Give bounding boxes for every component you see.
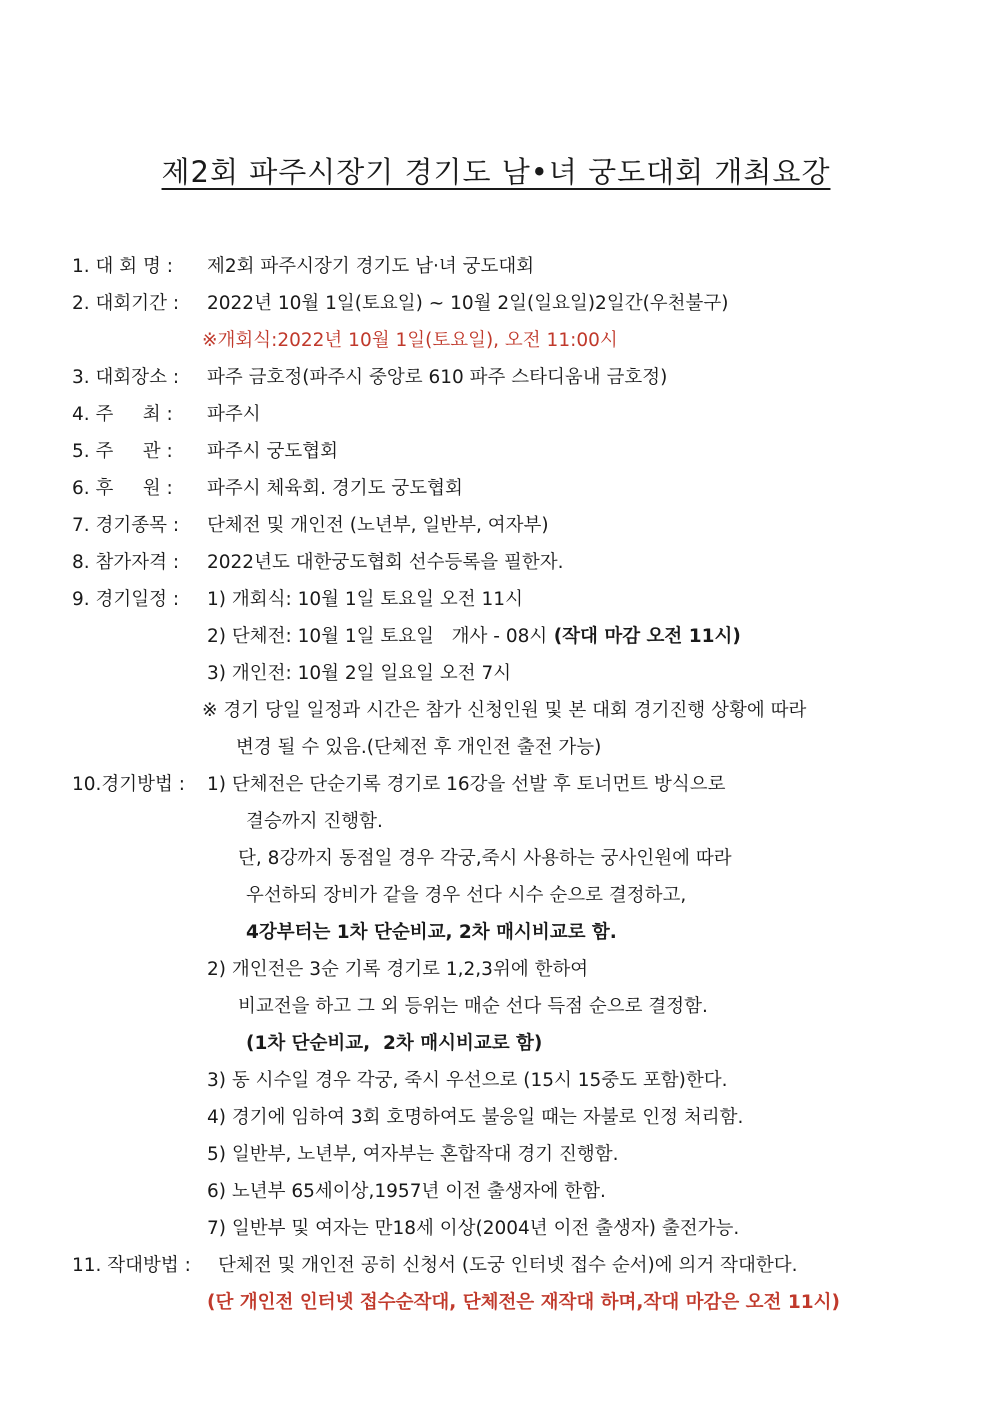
item-10-label: 10.경기방법 : <box>72 774 186 795</box>
schedule-note-2: 변경 될 수 있음.(단체전 후 개인전 출전 가능) <box>236 737 602 758</box>
method-1b: 결승까지 진행함. <box>246 811 383 832</box>
item-5-value: 파주시 궁도협회 <box>207 441 338 462</box>
method-3: 3) 동 시수일 경우 각궁, 죽시 우선으로 (15시 15중도 포함)한다. <box>207 1070 728 1091</box>
item-6-value: 파주시 체육회. 경기도 궁도협회 <box>207 478 463 499</box>
item-4-value: 파주시 <box>207 404 261 425</box>
item-5-label: 5. 주 관 : <box>72 441 173 462</box>
item-8-label: 8. 참가자격 : <box>72 552 180 573</box>
item-2-label: 2. 대회기간 : <box>72 293 180 314</box>
method-1e: 4강부터는 1차 단순비교, 2차 매시비교로 함. <box>246 922 617 943</box>
item-2-value: 2022년 10월 1일(토요일) ~ 10월 2일(일요일)2일간(우천불구) <box>207 293 729 314</box>
item-1-label: 1. 대 회 명 : <box>72 256 174 277</box>
opening-ceremony-note: ※개회식:2022년 10월 1일(토요일), 오전 11:00시 <box>202 330 618 351</box>
item-3-label: 3. 대회장소 : <box>72 367 180 388</box>
method-4: 4) 경기에 임하여 3회 호명하여도 불응일 때는 자불로 인정 처리함. <box>207 1107 744 1128</box>
seating-note: (단 개인전 인터넷 접수순작대, 단체전은 재작대 하며,작대 마감은 오전 11시) <box>207 1292 840 1313</box>
method-7: 7) 일반부 및 여자는 만18세 이상(2004년 이전 출생자) 출전가능. <box>207 1218 740 1239</box>
item-1-value: 제2회 파주시장기 경기도 남·녀 궁도대회 <box>207 256 535 277</box>
item-7-label: 7. 경기종목 : <box>72 515 180 536</box>
schedule-note-1: ※ 경기 당일 일정과 시간은 참가 신청인원 및 본 대회 경기진행 상황에 따라 <box>202 700 807 721</box>
item-9-value: 1) 개회식: 10월 1일 토요일 오전 11시 <box>207 589 523 610</box>
page-title: 제2회 파주시장기 경기도 남•녀 궁도대회 개최요강 <box>161 155 831 189</box>
item-9-label: 9. 경기일정 : <box>72 589 180 610</box>
method-2c: (1차 단순비교, 2차 매시비교로 함) <box>246 1033 543 1054</box>
item-7-value: 단체전 및 개인전 (노년부, 일반부, 여자부) <box>207 515 549 536</box>
method-6: 6) 노년부 65세이상,1957년 이전 출생자에 한함. <box>207 1181 606 1202</box>
item-11-label: 11. 작대방법 : <box>72 1255 191 1276</box>
method-5: 5) 일반부, 노년부, 여자부는 혼합작대 경기 진행함. <box>207 1144 619 1165</box>
item-6-label: 6. 후 원 : <box>72 478 173 499</box>
item-3-value: 파주 금호정(파주시 중앙로 610 파주 스타디움내 금호정) <box>207 367 668 388</box>
method-1: 1) 단체전은 단순기록 경기로 16강을 선발 후 토너먼트 방식으로 <box>207 774 726 795</box>
schedule-line-2: 2) 단체전: 10월 1일 토요일 개사 - 08시 (작대 마감 오전 11시) <box>207 626 741 647</box>
method-2: 2) 개인전은 3순 기록 경기로 1,2,3위에 한하여 <box>207 959 589 980</box>
method-1d: 우선하되 장비가 같을 경우 선다 시수 순으로 결정하고, <box>246 885 687 906</box>
item-8-value: 2022년도 대한궁도협회 선수등록을 필한자. <box>207 552 564 573</box>
method-1c: 단, 8강까지 동점일 경우 각궁,죽시 사용하는 궁사인원에 따라 <box>238 848 732 869</box>
schedule-line-3: 3) 개인전: 10월 2일 일요일 오전 7시 <box>207 663 512 684</box>
method-2b: 비교전을 하고 그 외 등위는 매순 선다 득점 순으로 결정함. <box>238 996 708 1017</box>
item-4-label: 4. 주 최 : <box>72 404 173 425</box>
item-11-value: 단체전 및 개인전 공히 신청서 (도궁 인터넷 접수 순서)에 의거 작대한다. <box>218 1255 798 1276</box>
